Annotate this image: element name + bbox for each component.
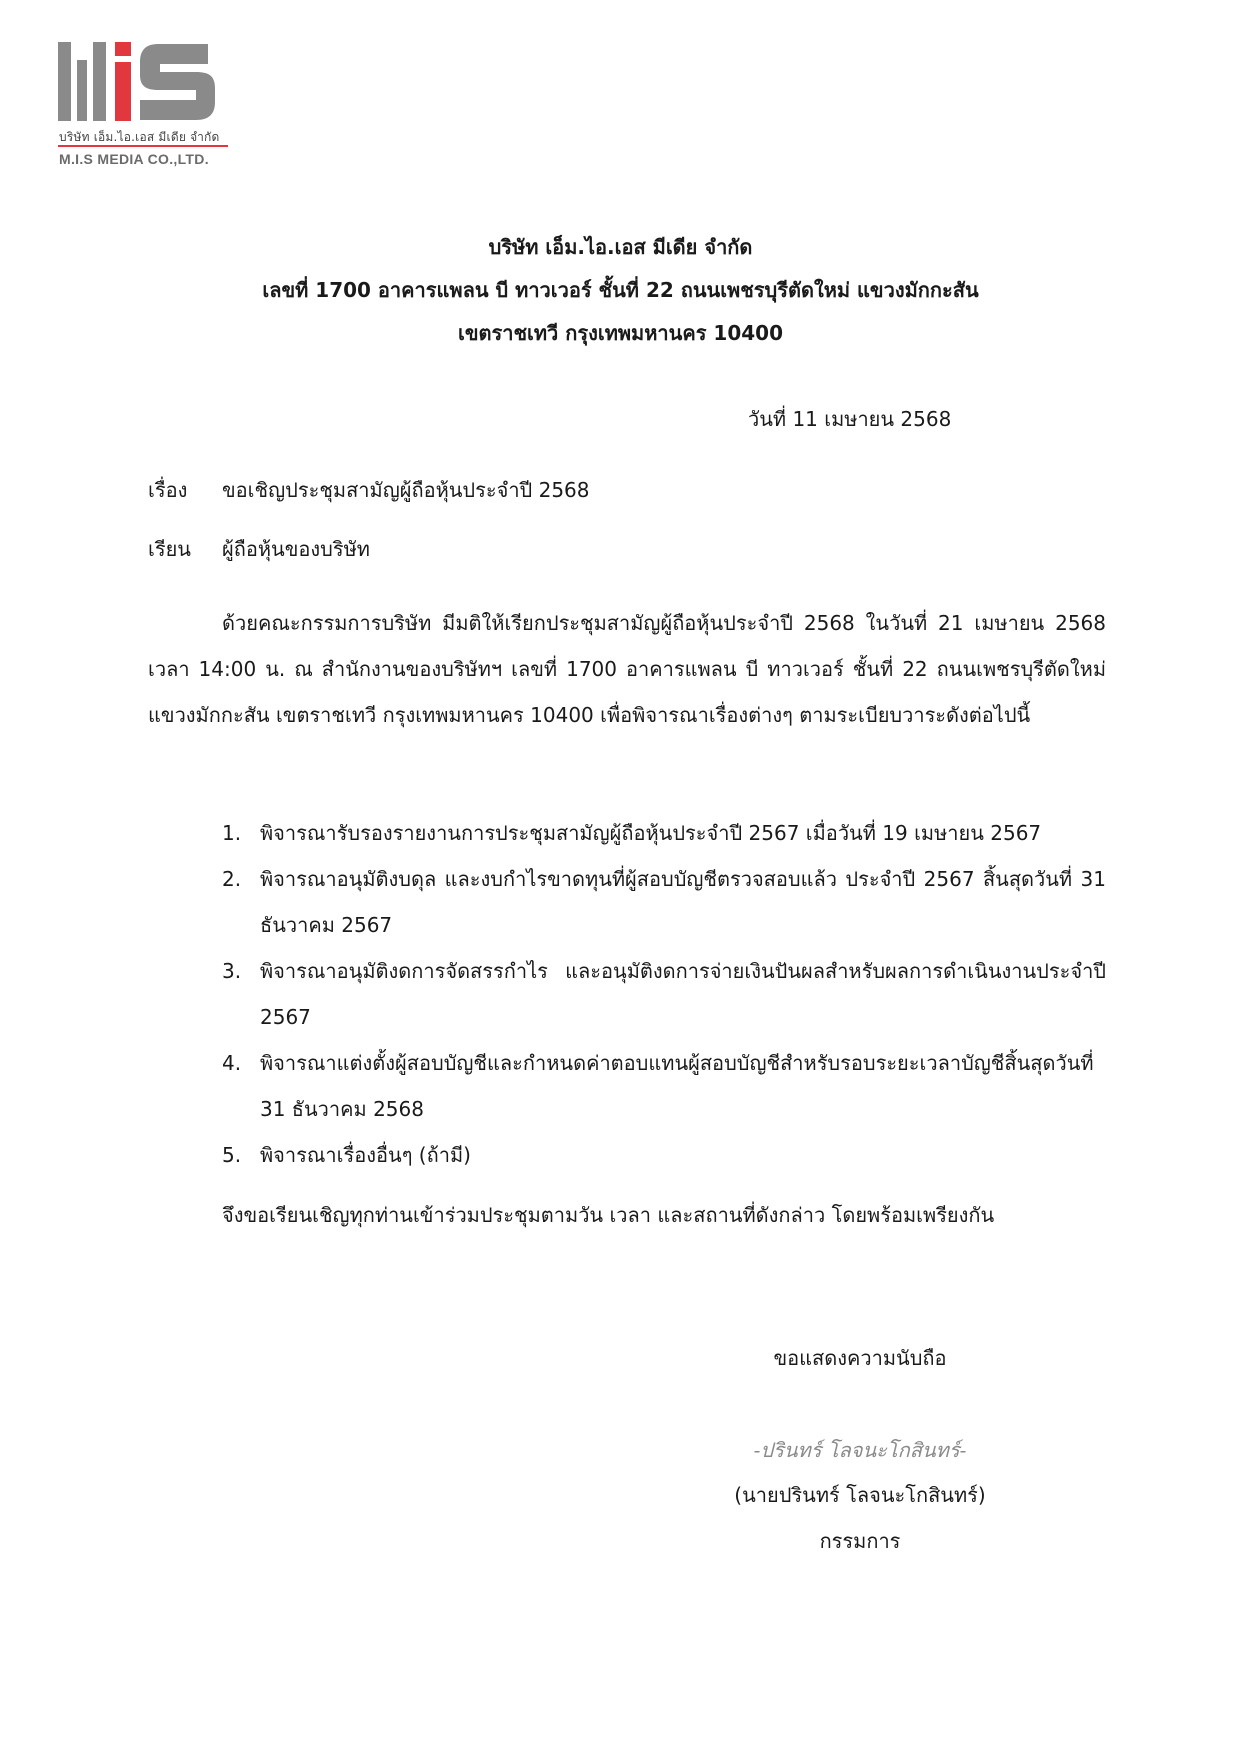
recipient-value: ผู้ถือหุ้นของบริษัท [222,537,370,561]
agenda-number: 1. [222,821,242,845]
company-name: บริษัท เอ็ม.ไอ.เอส มีเดีย จำกัด [488,235,753,259]
agenda-list [222,810,1106,1178]
logo-thai-name: บริษัท เอ็ม.ไอ.เอส มีเดีย จำกัด [59,130,220,144]
address-line-2: เขตราชเทวี กรุงเทพมหานคร 10400 [457,321,783,345]
address-line-1: เลขที่ 1700 อาคารแพลน บี ทาวเวอร์ ชั้นที่ 22 ถนนเพชรบุรีตัดใหม่ แขวงมักกะสัน [262,278,979,302]
agenda-item [222,856,1106,948]
agenda-item [222,1132,1106,1178]
mis-logo-mark-icon [58,40,228,122]
letter-header [0,226,1241,355]
agenda-text: พิจารณาแต่งตั้งผู้สอบบัญชีและกำหนดค่าตอบแทนผู้สอบบัญชีสำหรับรอบระยะเวลาบัญชีสิ้นสุดวันที่ 31 ธันวาคม 2568 [260,1051,1094,1121]
body-paragraph: ด้วยคณะกรรมการบริษัท มีมติให้เรียกประชุมสามัญผู้ถือหุ้นประจำปี 2568 ในวันที่ 21 เมษายน 2568 เวลา 14:00 น. ณ สำนักงานของบริษัทฯ เลขที่ 1700 อาคารแพลน บี ทาวเวอร์ ชั้นที่ 22 ถนนเพชรบุรีตัดใหม่ แขวงมักกะสัน เขตราชเทวี กรุงเทพมหานคร 10400 เพื่อพิจารณาเรื่องต่างๆ ตามระเบียบวาระดังต่อไปนี้ [148,611,1106,727]
agenda-text: พิจารณาอนุมัติงบดุล และงบกำไรขาดทุนที่ผู้สอบบัญชีตรวจสอบแล้ว ประจำปี 2567 สิ้นสุดวันที่ 31 ธันวาคม 2567 [260,867,1106,937]
agenda-item [222,810,1106,856]
letter-date: วันที่ 11 เมษายน 2568 [748,407,952,431]
subject-label: เรื่อง [148,478,188,502]
logo-english-name: M.I.S MEDIA CO.,LTD. [59,151,209,167]
agenda-item [222,1040,1106,1132]
logo-divider [58,145,228,147]
agenda-number: 3. [222,959,242,983]
signature: -ปรินทร์ โลจนะโกสินทร์- [753,1438,967,1462]
agenda-item [222,948,1106,1040]
agenda-number: 5. [222,1143,242,1167]
recipient-label: เรียน [148,537,191,561]
company-logo [58,40,233,175]
salutation: ขอแสดงความนับถือ [773,1346,947,1370]
signatory-name: (นายปรินทร์ โลจนะโกสินทร์) [734,1483,986,1507]
agenda-number: 4. [222,1051,242,1075]
signatory-title: กรรมการ [819,1529,901,1553]
subject-value: ขอเชิญประชุมสามัญผู้ถือหุ้นประจำปี 2568 [222,478,590,502]
agenda-text: พิจารณาเรื่องอื่นๆ (ถ้ามี) [260,1143,471,1167]
closing-sentence: จึงขอเรียนเชิญทุกท่านเข้าร่วมประชุมตามวัน เวลา และสถานที่ดังกล่าว โดยพร้อมเพรียงกัน [222,1203,995,1227]
agenda-text: พิจารณาอนุมัติงดการจัดสรรกำไร และอนุมัติงดการจ่ายเงินปันผลสำหรับผลการดำเนินงานประจำปี 2567 [260,959,1106,1029]
agenda-number: 2. [222,867,242,891]
agenda-text: พิจารณารับรองรายงานการประชุมสามัญผู้ถือหุ้นประจำปี 2567 เมื่อวันที่ 19 เมษายน 2567 [260,821,1042,845]
